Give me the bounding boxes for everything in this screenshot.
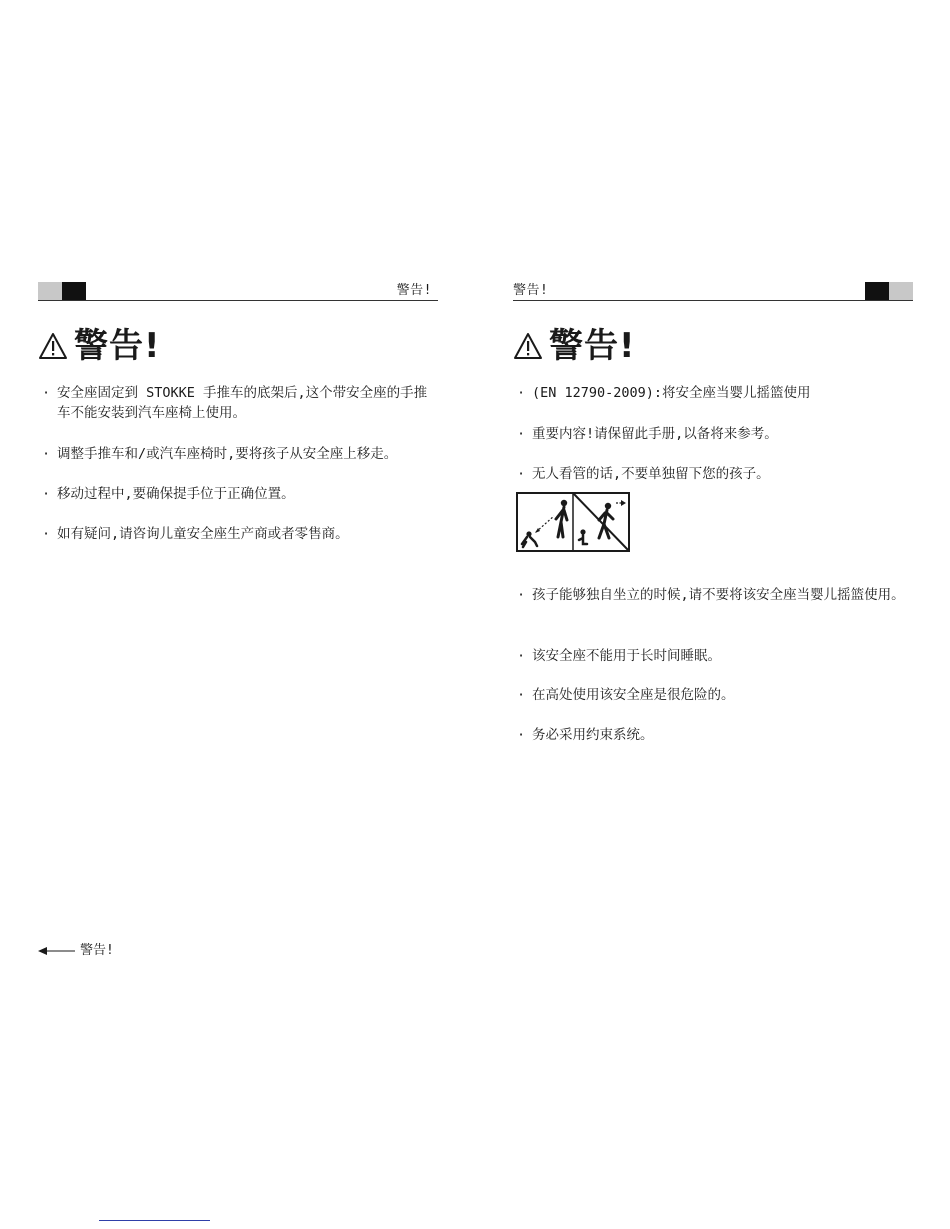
warning-heading: 警告! [549,326,636,366]
section-tab-gray [889,282,913,301]
bullet: · [42,446,51,462]
header-title: 警告! [513,283,549,298]
bullet: · [517,587,526,603]
running-header [38,282,438,301]
arrow-left-icon [38,946,76,956]
header-title: 警告! [396,283,432,298]
list-item-text: 在高处使用该安全座是很危险的。 [532,687,735,703]
bullet: · [517,466,526,482]
page-title [513,325,636,367]
header-rule [38,300,438,301]
list-item-text: 调整手推车和/或汽车座椅时,要将孩子从安全座上移走。 [57,446,398,462]
section-tab-black [865,282,889,301]
footer-underline [99,1220,210,1221]
back-link-label: 警告! [80,943,114,958]
list-item [38,484,440,504]
do-not-leave-child-unattended-pictogram [516,492,630,552]
list-item [513,424,923,444]
section-tab-gray [38,282,62,301]
list-item [513,685,923,705]
bullet: · [517,648,526,664]
list-item-text: 务必采用约束系统。 [532,727,654,743]
list-item-text: 该安全座不能用于长时间睡眠。 [532,648,721,664]
list-item [513,725,923,745]
bullet: · [517,385,526,401]
list-item-text: 移动过程中,要确保提手位于正确位置。 [57,486,295,502]
list-item [38,524,440,544]
list-item [38,383,440,423]
bullet: · [517,687,526,703]
bullet: · [517,727,526,743]
page-title [38,325,161,367]
warning-triangle-icon [513,332,543,360]
list-item-text: 重要内容!请保留此手册,以备将来参考。 [532,426,778,442]
list-item-text: 孩子能够独自坐立的时候,请不要将该安全座当婴儿摇篮使用。 [532,587,905,603]
list-item [513,585,923,605]
list-item-text: 无人看管的话,不要单独留下您的孩子。 [532,466,770,482]
list-item [513,383,923,403]
list-item [38,444,440,464]
section-tab-black [62,282,86,301]
warning-heading: 警告! [74,326,161,366]
back-to-warnings-link[interactable] [38,942,114,960]
list-item-text: 如有疑问,请咨询儿童安全座生产商或者零售商。 [57,526,349,542]
bullet: · [42,526,51,542]
list-item [513,464,923,484]
header-rule [513,300,913,301]
list-item [513,646,923,666]
right-page [475,0,950,1229]
warning-triangle-icon [38,332,68,360]
running-header [513,282,913,301]
list-item-text: 安全座固定到 STOKKE 手推车的底架后,这个带安全座的手推车不能安装到汽车座椅上使用。 [57,385,428,421]
bullet: · [42,486,51,502]
bullet: · [42,385,51,401]
list-item-text: (EN 12790-2009):将安全座当婴儿摇篮使用 [532,385,811,401]
bullet: · [517,426,526,442]
